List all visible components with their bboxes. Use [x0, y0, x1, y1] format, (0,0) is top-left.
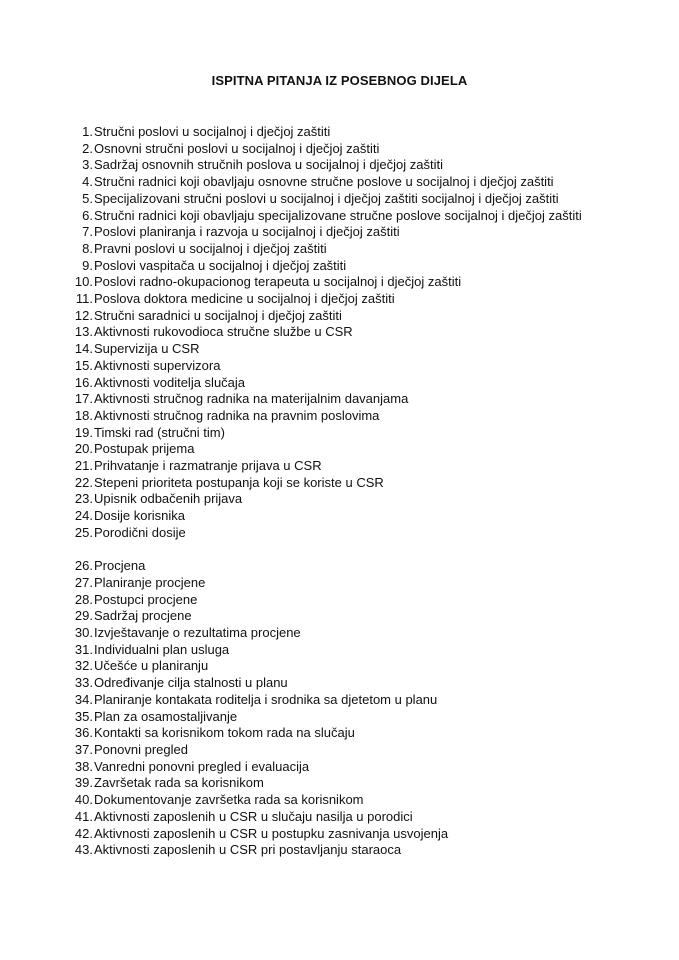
list-item [66, 675, 626, 692]
item-number: 6. [82, 207, 93, 223]
list-item [66, 608, 626, 625]
item-number: 14. [74, 341, 93, 357]
item-text: Postupak prijema [94, 441, 195, 457]
list-item [66, 642, 626, 659]
item-text: Aktivnosti voditelja slučaja [94, 374, 246, 390]
list-item [66, 826, 626, 843]
item-number: 38. [74, 758, 93, 774]
item-text: Vanredni ponovni pregled i evaluacija [94, 758, 310, 774]
item-text: Procjena [94, 558, 146, 574]
item-number: 33. [74, 675, 93, 691]
item-text: Timski rad (stručni tim) [94, 424, 225, 440]
list-item [66, 658, 626, 675]
item-number: 9. [82, 257, 93, 273]
item-text: Aktivnosti zaposlenih u CSR u slučaju nasilja u porodici [94, 808, 413, 824]
item-number: 3. [82, 157, 93, 173]
item-text: Aktivnosti zaposlenih u CSR u postupku zasnivanja usvojenja [94, 825, 449, 841]
list-item [66, 809, 626, 826]
list-item [66, 258, 626, 275]
item-number: 40. [74, 792, 93, 808]
item-number: 1. [82, 124, 93, 139]
list-item [66, 324, 626, 341]
item-number: 25. [74, 524, 93, 540]
item-text: Poslovi vaspitača u socijalnoj i dječjoj zaštiti [94, 257, 347, 273]
item-number: 2. [82, 140, 93, 156]
list-item [66, 157, 626, 174]
list-item [66, 208, 626, 225]
item-number: 21. [74, 458, 93, 474]
item-number: 8. [82, 240, 93, 256]
item-text: Porodični dosije [94, 524, 186, 540]
item-number: 18. [74, 407, 93, 423]
item-text: Prihvatanje i razmatranje prijava u CSR [94, 458, 322, 474]
list-section-gap [66, 542, 626, 559]
item-number: 17. [74, 391, 93, 407]
list-item [66, 141, 626, 158]
list-item [66, 775, 626, 792]
item-number: 20. [74, 441, 93, 457]
item-text: Aktivnosti stručnog radnika na pravnim poslovima [94, 407, 380, 423]
list-item [66, 124, 626, 141]
item-text: Aktivnosti stručnog radnika na materijalnim davanjama [94, 391, 409, 407]
item-text: Dokumentovanje završetka rada sa korisnikom [94, 792, 364, 808]
list-item [66, 759, 626, 776]
item-text: Poslovi planiranja i razvoja u socijalnoj i dječjoj zaštiti [94, 224, 400, 240]
item-text: Pravni poslovi u socijalnoj i dječjoj zaštiti [94, 240, 327, 256]
list-item [66, 725, 626, 742]
list-item [66, 241, 626, 258]
list-item [66, 341, 626, 358]
item-number: 37. [74, 742, 93, 757]
item-number: 28. [74, 591, 93, 607]
item-number: 26. [74, 558, 93, 574]
list-item [66, 391, 626, 408]
item-number: 13. [74, 324, 93, 340]
item-text: Stepeni prioriteta postupanja koji se koriste u CSR [94, 474, 384, 490]
item-number: 5. [82, 190, 93, 206]
list-item [66, 475, 626, 492]
list-item [66, 291, 626, 308]
item-text: Poslovi radno-okupacionog terapeuta u socijalnoj i dječjoj zaštiti [94, 274, 462, 290]
list-item [66, 508, 626, 525]
list-item [66, 408, 626, 425]
list-item [66, 709, 626, 726]
page-title: ISPITNA PITANJA IZ POSEBNOG DIJELA [211, 73, 468, 88]
item-number: 32. [74, 658, 93, 674]
item-text: Osnovni stručni poslovi u socijalnoj i dječjoj zaštiti [94, 140, 380, 156]
item-number: 12. [74, 307, 93, 323]
item-text: Kontakti sa korisnikom tokom rada na slučaju [94, 725, 355, 741]
list-item [66, 842, 626, 859]
item-text: Poslova doktora medicine u socijalnoj i dječjoj zaštiti [94, 291, 395, 307]
item-number: 27. [74, 574, 93, 590]
item-text: Postupci procjene [94, 591, 198, 607]
list-item [66, 458, 626, 475]
item-number: 31. [74, 641, 93, 657]
item-number: 29. [74, 608, 93, 624]
list-item [66, 441, 626, 458]
item-number: 39. [74, 775, 93, 791]
item-text: Supervizija u CSR [94, 341, 200, 357]
item-number: 11. [75, 291, 93, 307]
item-text: Stručni saradnici u socijalnoj i dječjoj zaštiti [94, 307, 342, 323]
item-text: Upisnik odbačenih prijava [94, 491, 243, 507]
item-number: 10. [74, 274, 93, 290]
list-item [66, 491, 626, 508]
item-number: 41. [74, 808, 93, 824]
item-text: Aktivnosti rukovodioca stručne službe u CSR [94, 324, 353, 340]
list-item [66, 575, 626, 592]
item-text: Individualni plan usluga [94, 641, 230, 657]
item-number: 43. [74, 842, 93, 858]
item-text: Planiranje kontakata roditelja i srodnika sa djetetom u planu [94, 691, 438, 707]
list-item [66, 375, 626, 392]
item-text: Stručni radnici koji obavljaju osnovne stručne poslove u socijalnoj i dječjoj zaštiti [94, 174, 554, 190]
list-item [66, 425, 626, 442]
list-item [66, 224, 626, 241]
list-item [66, 742, 626, 759]
item-text: Planiranje procjene [94, 574, 206, 590]
list-item [66, 308, 626, 325]
list-item [66, 692, 626, 709]
item-text: Određivanje cilja stalnosti u planu [94, 675, 288, 691]
item-number: 4. [82, 174, 93, 190]
list-item [66, 592, 626, 609]
item-number: 35. [74, 708, 93, 724]
item-number: 42. [74, 825, 93, 841]
item-text: Specijalizovani stručni poslovi u socijalnoj i dječjoj zaštiti socijalnoj i dječjoj zaštiti [94, 190, 559, 206]
list-item [66, 358, 626, 375]
item-text: Učešće u planiranju [94, 658, 209, 674]
item-number: 36. [74, 725, 93, 741]
item-number: 22. [74, 474, 93, 490]
item-text: Stručni poslovi u socijalnoj i dječjoj zaštiti [94, 124, 331, 139]
item-text: Aktivnosti supervizora [94, 357, 221, 373]
list-item [66, 558, 626, 575]
item-number: 23. [74, 491, 93, 507]
item-number: 34. [74, 691, 93, 707]
item-text: Sadržaj osnovnih stručnih poslova u socijalnoj i dječjoj zaštiti [94, 157, 444, 173]
item-text: Aktivnosti zaposlenih u CSR pri postavljanju staraoca [94, 842, 402, 858]
item-text: Ponovni pregled [94, 742, 188, 757]
list-item [66, 191, 626, 208]
item-text: Sadržaj procjene [94, 608, 192, 624]
list-item [66, 274, 626, 291]
item-text: Dosije korisnika [94, 508, 186, 524]
list-item [66, 525, 626, 542]
item-number: 15. [74, 357, 93, 373]
list-item [66, 792, 626, 809]
item-number: 19. [74, 424, 93, 440]
item-number: 24. [74, 508, 93, 524]
item-text: Završetak rada sa korisnikom [94, 775, 264, 791]
item-number: 30. [74, 625, 93, 641]
item-text: Stručni radnici koji obavljaju specijalizovane stručne poslove socijalnoj i dječjoj zaštiti [94, 207, 582, 223]
item-text: Plan za osamostaljivanje [94, 708, 238, 724]
item-number: 16. [74, 374, 93, 390]
item-number: 7. [82, 224, 93, 240]
list-item [66, 625, 626, 642]
question-list [66, 124, 626, 859]
item-text: Izvještavanje o rezultatima procjene [94, 625, 301, 641]
list-item [66, 174, 626, 191]
